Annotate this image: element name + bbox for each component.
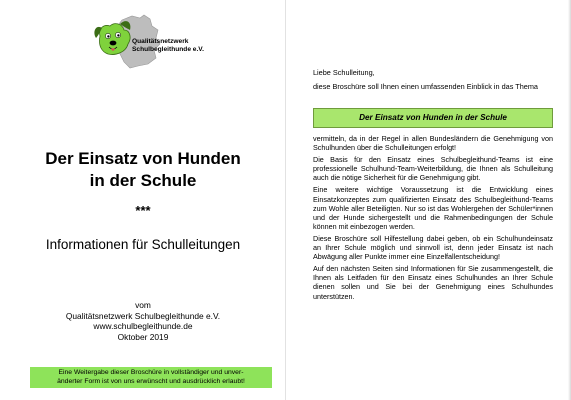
logo-text <box>132 38 204 54</box>
logo-line-2: Schulbegleithunde e.V. <box>132 46 204 53</box>
distribution-notice <box>30 367 272 388</box>
imprint-line-2: Qualitätsnetzwerk Schulbegleithunde e.V. <box>65 310 221 321</box>
intro-text: diese Broschüre soll Ihnen einen umfassenden Einblick in das Thema <box>313 82 538 91</box>
imprint-line-4: Oktober 2019 <box>117 331 169 342</box>
notice-line-2: änderter Form ist von uns erwünscht und ausdrücklich erlaubt! <box>57 377 245 385</box>
paragraph-1: vermitteln, da in der Regel in allen Bundesländern die Genehmigung von Schulhunden über die Schulleitungen erfolgt! <box>313 134 553 153</box>
main-title-line-1: Der Einsatz von Hunden <box>45 149 241 168</box>
logo-line-1: Qualitätsnetzwerk <box>132 38 189 45</box>
imprint-line-1: vom <box>135 300 151 310</box>
page-divider <box>285 0 286 400</box>
stars-separator: *** <box>135 203 151 218</box>
association-logo <box>88 14 208 70</box>
greeting: Liebe Schulleitung, <box>313 68 375 77</box>
paragraph-2: Die Basis für den Einsatz eines Schulbegleithund-Teams ist eine professionelle Schulhund-Team-Weiterbildung, die Ihnen als Schulleitung auch die nötige Sicherheit für die Genehmigung gibt. <box>313 155 553 183</box>
section-heading: Der Einsatz von Hunden in der Schule <box>313 108 553 128</box>
imprint <box>0 300 286 342</box>
paragraph-4: Diese Broschüre soll Hilfestellung dabei geben, ob ein Schulhundeinsatz an Ihrer Schule möglich und sinnvoll ist, denn jeder Einsatz ist nach Abwägung aller Punkte immer eine Einzelfallentscheidung! <box>313 233 553 262</box>
main-title-line-2: in der Schule <box>89 171 197 190</box>
main-title <box>0 148 286 192</box>
imprint-line-3: www.schulbegleithunde.de <box>93 321 193 332</box>
subtitle: Informationen für Schulleitungen <box>45 237 241 252</box>
body-text <box>313 134 553 304</box>
notice-line-1: Eine Weitergabe dieser Broschüre in vollständiger und unver- <box>58 369 244 376</box>
paragraph-3: Eine weitere wichtige Voraussetzung ist die Entwicklung eines Einsatzkonzeptes zum qualifizierten Einsatz des Schulbegleithund-Teams zum Wohle aller Beteiligten. Nur so ist das Wohlergehen der Schüler*innen und der Hunde sichergestellt und die Rahmenbedingungen der Schule können mit einbezogen werden. <box>313 185 553 231</box>
paragraph-5: Auf den nächsten Seiten sind Informationen für Sie zusammengestellt, die Ihnen als Leitfaden für den Einsatz eines Schulhundes an Ihrer Schule dienen sollen und Sie bei der Genehmigung eines Schulhundes unterstützen. <box>313 264 553 301</box>
